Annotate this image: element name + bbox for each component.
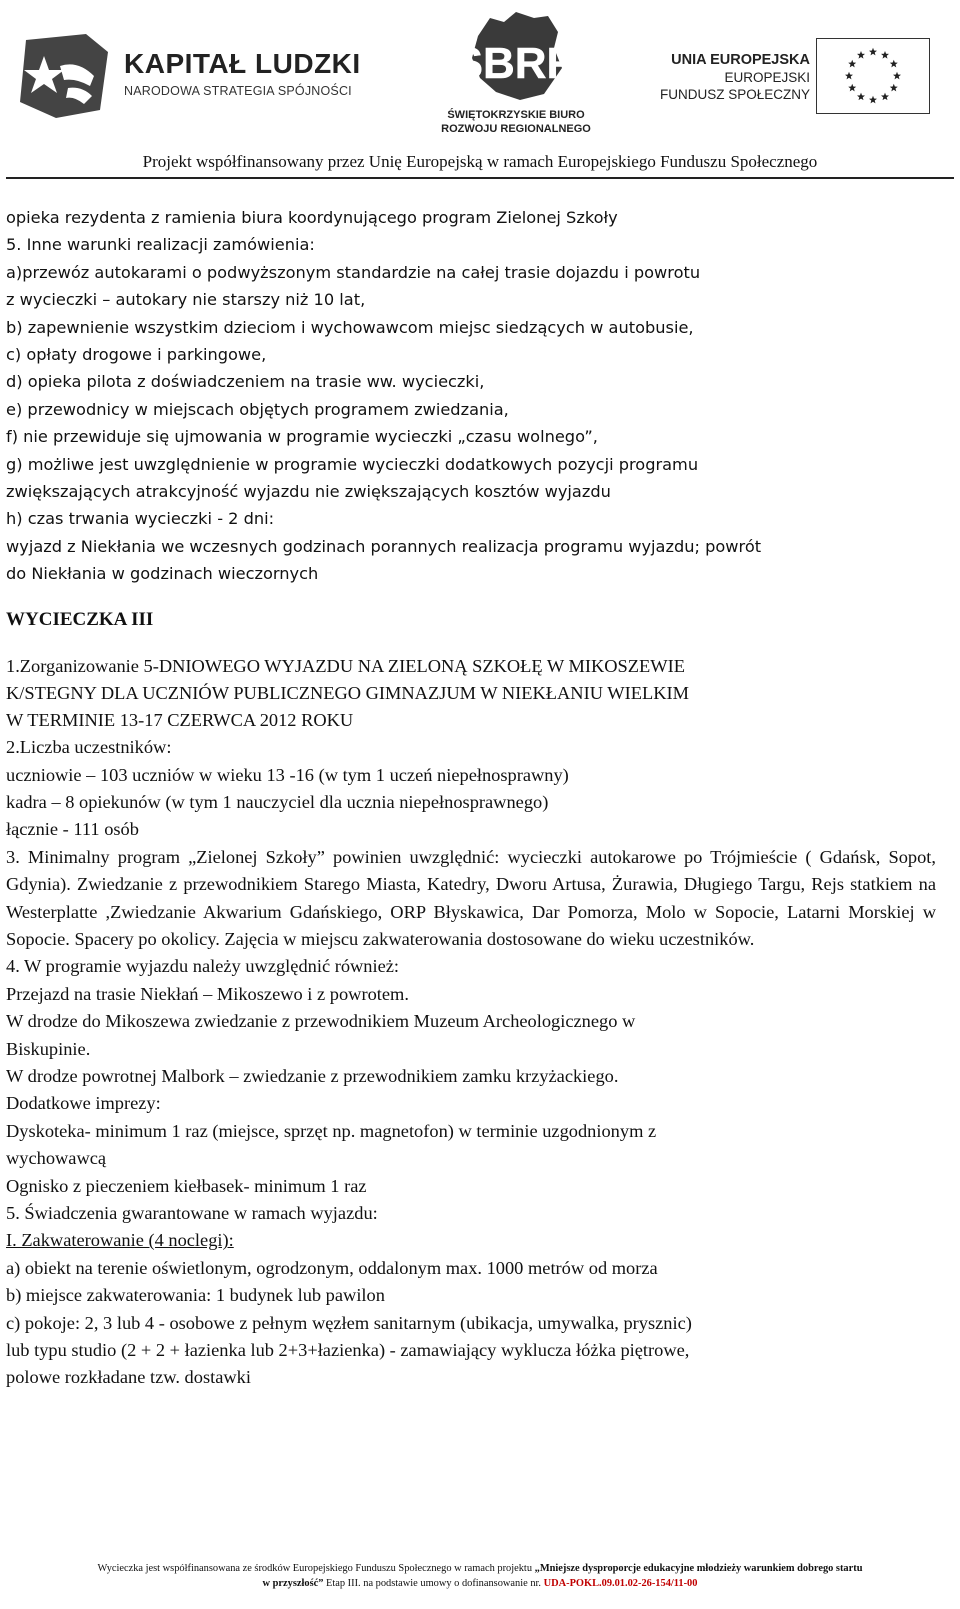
text-line: Biskupinie. (6, 1038, 91, 1059)
kl-logo-title: KAPITAŁ LUDZKI (124, 48, 361, 79)
eu-logo-line1: UNIA EUROPEJSKA (671, 52, 810, 68)
text-line: a)przewóz autokarami o podwyższonym standardzie na całej trasie dojazdu i powrotu (6, 262, 701, 282)
text-line: d) opieka pilota z doświadczeniem na trasie ww. wycieczki, (6, 372, 485, 392)
text-line: K/STEGNY DLA UCZNIÓW PUBLICZNEGO GIMNAZJUM W NIEKŁANIU WIELKIM (6, 683, 689, 704)
text-line: 2.Liczba uczestników: (6, 737, 172, 758)
page-header (0, 0, 960, 171)
footer-text-2: Etap III. na podstawie umowy o dofinansowanie nr. (323, 1578, 544, 1589)
header-divider (6, 177, 954, 179)
text-line: polowe rozkładane tzw. dostawki (6, 1367, 251, 1388)
eu-logo-line2: EUROPEJSKI (724, 70, 810, 85)
text-line: kadra – 8 opiekunów (w tym 1 nauczyciel dla ucznia niepełnosprawnego) (6, 791, 549, 812)
sbrr-logo (426, 8, 606, 138)
text-line: e) przewodnicy w miejscach objętych programem zwiedzania, (6, 399, 509, 419)
kl-logo-subtitle: NARODOWA STRATEGIA SPÓJNOŚCI (124, 84, 352, 98)
text-line: h) czas trwania wycieczki - 2 dni: (6, 509, 275, 529)
eu-star-icon (890, 84, 898, 92)
eu-logo-line3: FUNDUSZ SPOŁECZNY (659, 87, 810, 102)
footer-project-name-end: w przyszłość” (262, 1578, 324, 1589)
kapital-ludzki-logo-icon (16, 32, 116, 122)
text-line: a) obiekt na terenie oświetlonym, ogrodzonym, oddalonym max. 1000 metrów od morza (6, 1257, 658, 1278)
eu-star-icon (869, 48, 877, 56)
sbrr-subtitle-line2: ROZWOJU REGIONALNEGO (441, 123, 591, 135)
section-heading: WYCIECZKA III (6, 608, 154, 630)
eu-logo-text (652, 52, 810, 103)
eu-star-icon (848, 60, 856, 68)
text-line: 5. Inne warunki realizacji zamówienia: (6, 235, 315, 255)
text-line: 1.Zorganizowanie 5-DNIOWEGO WYJAZDU NA ZIELONĄ SZKOŁĘ W MIKOSZEWIE (6, 656, 685, 677)
eu-star-icon (890, 60, 898, 68)
footer-contract-number: UDA-POKL.09.01.02-26-154/11-00 (543, 1578, 698, 1589)
footer-project-name: „Mniejsze dysproporcje edukacyjne młodzieży warunkiem dobrego startu (534, 1563, 863, 1574)
eu-star-icon (893, 72, 901, 80)
eu-star-icon (857, 51, 865, 59)
text-line: uczniowie – 103 uczniów w wieku 13 -16 (w tym 1 uczeń niepełnosprawny) (6, 764, 569, 785)
sbrr-logo-subtitle (426, 108, 606, 136)
text-line: lub typu studio (2 + 2 + łazienka lub 2+3+łazienka) - zamawiający wyklucza łóżka piętrowe, (6, 1340, 690, 1361)
text-line: zwiększających atrakcyjność wyjazdu nie zwiększających kosztów wyjazdu (6, 482, 611, 502)
text-line: c) opłaty drogowe i parkingowe, (6, 345, 267, 365)
text-line: 4. W programie wyjazdu należy uwzględnić również: (6, 956, 400, 977)
sbrr-logo-mark: ŚBRR (453, 39, 579, 88)
text-line: do Niekłania w godzinach wieczornych (6, 564, 319, 584)
program-paragraph: 3. Minimalny program „Zielonej Szkoły” powinien uwzględnić: wycieczki autokarowe po Trójmieście ( Gdańsk, Sopot, Gdynia). Zwiedzanie z przewodnikiem Starego Miasta, Katedry, Dworu Artusa, Żurawia, Długiego Targu, Rejs statkiem na Westerplatte ,Zwiedzanie Akwarium Gdańskiego, ORP Błyskawica, Dar Pomorza, Molo w Sopocie, Latarni Morskiej w Sopocie. Spacery po okolicy. Zajęcia w miejscu zakwaterowania dostosowane do wieku uczestników. (6, 846, 936, 949)
kapital-ludzki-logo (16, 32, 361, 122)
eu-star-icon (881, 93, 889, 101)
text-line: Ognisko z pieczeniem kiełbasek- minimum 1 raz (6, 1175, 367, 1196)
text-line: wychowawcą (6, 1148, 107, 1169)
eu-star-icon (848, 84, 856, 92)
text-line: 5. Świadczenia gwarantowane w ramach wyjazdu: (6, 1203, 378, 1223)
eu-flag-icon (816, 38, 930, 114)
eu-star-icon (845, 72, 853, 80)
text-line: łącznie - 111 osób (6, 819, 139, 840)
text-line: b) miejsce zakwaterowania: 1 budynek lub pawilon (6, 1285, 385, 1306)
text-line: W drodze do Mikoszewa zwiedzanie z przewodnikiem Muzeum Archeologicznego w (6, 1011, 636, 1032)
text-line: wyjazd z Niekłania we wczesnych godzinach porannych realizacja programu wyjazdu; powrót (6, 536, 762, 556)
document-body (6, 204, 936, 1392)
eu-logo (650, 38, 940, 118)
project-cofinancing-line: Projekt współfinansowany przez Unię Europejską w ramach Europejskiego Funduszu Społecznego (142, 152, 818, 171)
text-line: W TERMINIE 13-17 CZERWCA 2012 ROKU (6, 710, 354, 731)
eu-star-icon (869, 96, 877, 104)
text-line: g) możliwe jest uwzględnienie w programie wycieczki dodatkowych pozycji programu (6, 454, 699, 474)
section-conditions (6, 204, 936, 588)
section-accommodation (6, 1255, 936, 1392)
text-line: Dodatkowe imprezy: (6, 1093, 161, 1114)
text-line: Dyskoteka- minimum 1 raz (miejsce, sprzęt np. magnetofon) w terminie uzgodnionym z (6, 1120, 657, 1141)
eu-star-icon (881, 51, 889, 59)
text-line: c) pokoje: 2, 3 lub 4 - osobowe z pełnym węzłem sanitarnym (ubikacja, umywalka, prysznic) (6, 1312, 692, 1333)
footer-text: Wycieczka jest współfinansowana ze środków Europejskiego Funduszu Społecznego w ramach projektu (97, 1563, 535, 1574)
accommodation-heading: I. Zakwaterowanie (4 noclegi): (6, 1230, 234, 1251)
text-line: W drodze powrotnej Malbork – zwiedzanie z przewodnikiem zamku krzyżackiego. (6, 1065, 619, 1086)
page-footer (0, 1561, 960, 1591)
text-line: opieka rezydenta z ramienia biura koordynującego program Zielonej Szkoły (6, 208, 618, 227)
section-program-extras (6, 953, 936, 1227)
text-line: f) nie przewiduje się ujmowania w programie wycieczki „czasu wolnego”, (6, 427, 598, 447)
text-line: Przejazd na trasie Niekłań – Mikoszewo i z powrotem. (6, 983, 409, 1004)
sbrr-subtitle-line1: ŚWIĘTOKRZYSKIE BIURO (447, 109, 585, 121)
section-trip-details (6, 653, 936, 844)
eu-star-icon (857, 93, 865, 101)
text-line: b) zapewnienie wszystkim dzieciom i wychowawcom miejsc siedzących w autobusie, (6, 317, 694, 337)
text-line: z wycieczki – autokary nie starszy niż 10 lat, (6, 290, 366, 310)
sbrr-map-logo-icon (444, 8, 588, 106)
